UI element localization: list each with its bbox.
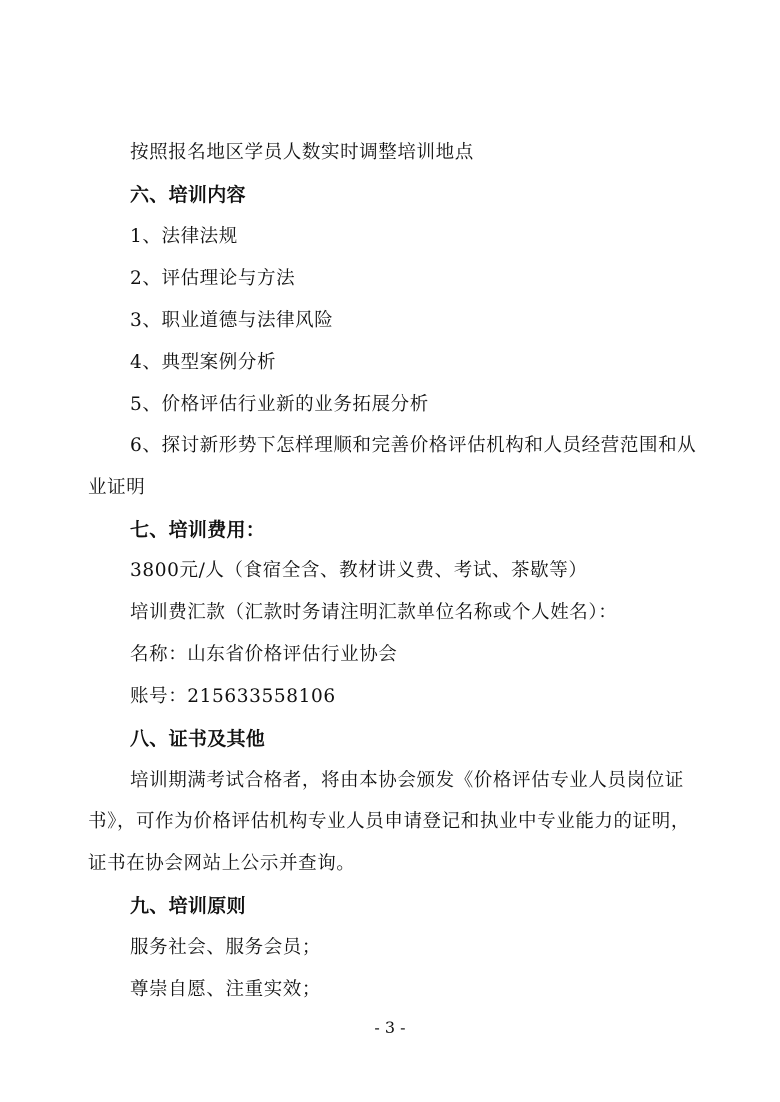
page-number: - 3 -	[374, 1018, 406, 1037]
list-item-5: 5、价格评估行业新的业务拓展分析	[130, 394, 429, 415]
principle-1: 服务社会、服务会员；	[130, 937, 322, 958]
heading-training-principles: 九、培训原则	[130, 895, 246, 917]
certificate-paragraph-line-1: 培训期满考试合格者，将由本协会颁发《价格评估专业人员岗位证	[130, 770, 684, 791]
heading-training-fee: 七、培训费用：	[130, 519, 266, 541]
fee-amount: 3800元/人（食宿全含、教材讲义费、考试、茶歇等）	[130, 560, 588, 581]
heading-certificate: 八、证书及其他	[130, 728, 266, 750]
list-item-2: 2、评估理论与方法	[130, 268, 296, 289]
paragraph-training-location: 按照报名地区学员人数实时调整培训地点	[130, 142, 474, 163]
list-item-4: 4、典型案例分析	[130, 352, 277, 373]
account-number: 账号：215633558106	[130, 686, 336, 707]
fee-remittance-note: 培训费汇款（汇款时务请注明汇款单位名称或个人姓名）：	[130, 602, 618, 623]
list-item-6-continued: 业证明	[88, 477, 146, 498]
certificate-paragraph-line-3: 证书在协会网站上公示并查询。	[88, 853, 356, 874]
list-item-3: 3、职业道德与法律风险	[130, 310, 334, 331]
principle-2: 尊崇自愿、注重实效；	[130, 979, 322, 1000]
list-item-1: 1、法律法规	[130, 226, 238, 247]
certificate-paragraph-line-2: 书》，可作为价格评估机构专业人员申请登记和执业中专业能力的证明，	[88, 811, 690, 832]
list-item-6: 6、探讨新形势下怎样理顺和完善价格评估机构和人员经营范围和从	[130, 435, 697, 456]
heading-training-content: 六、培训内容	[130, 184, 246, 206]
account-name: 名称：山东省价格评估行业协会	[130, 644, 398, 665]
